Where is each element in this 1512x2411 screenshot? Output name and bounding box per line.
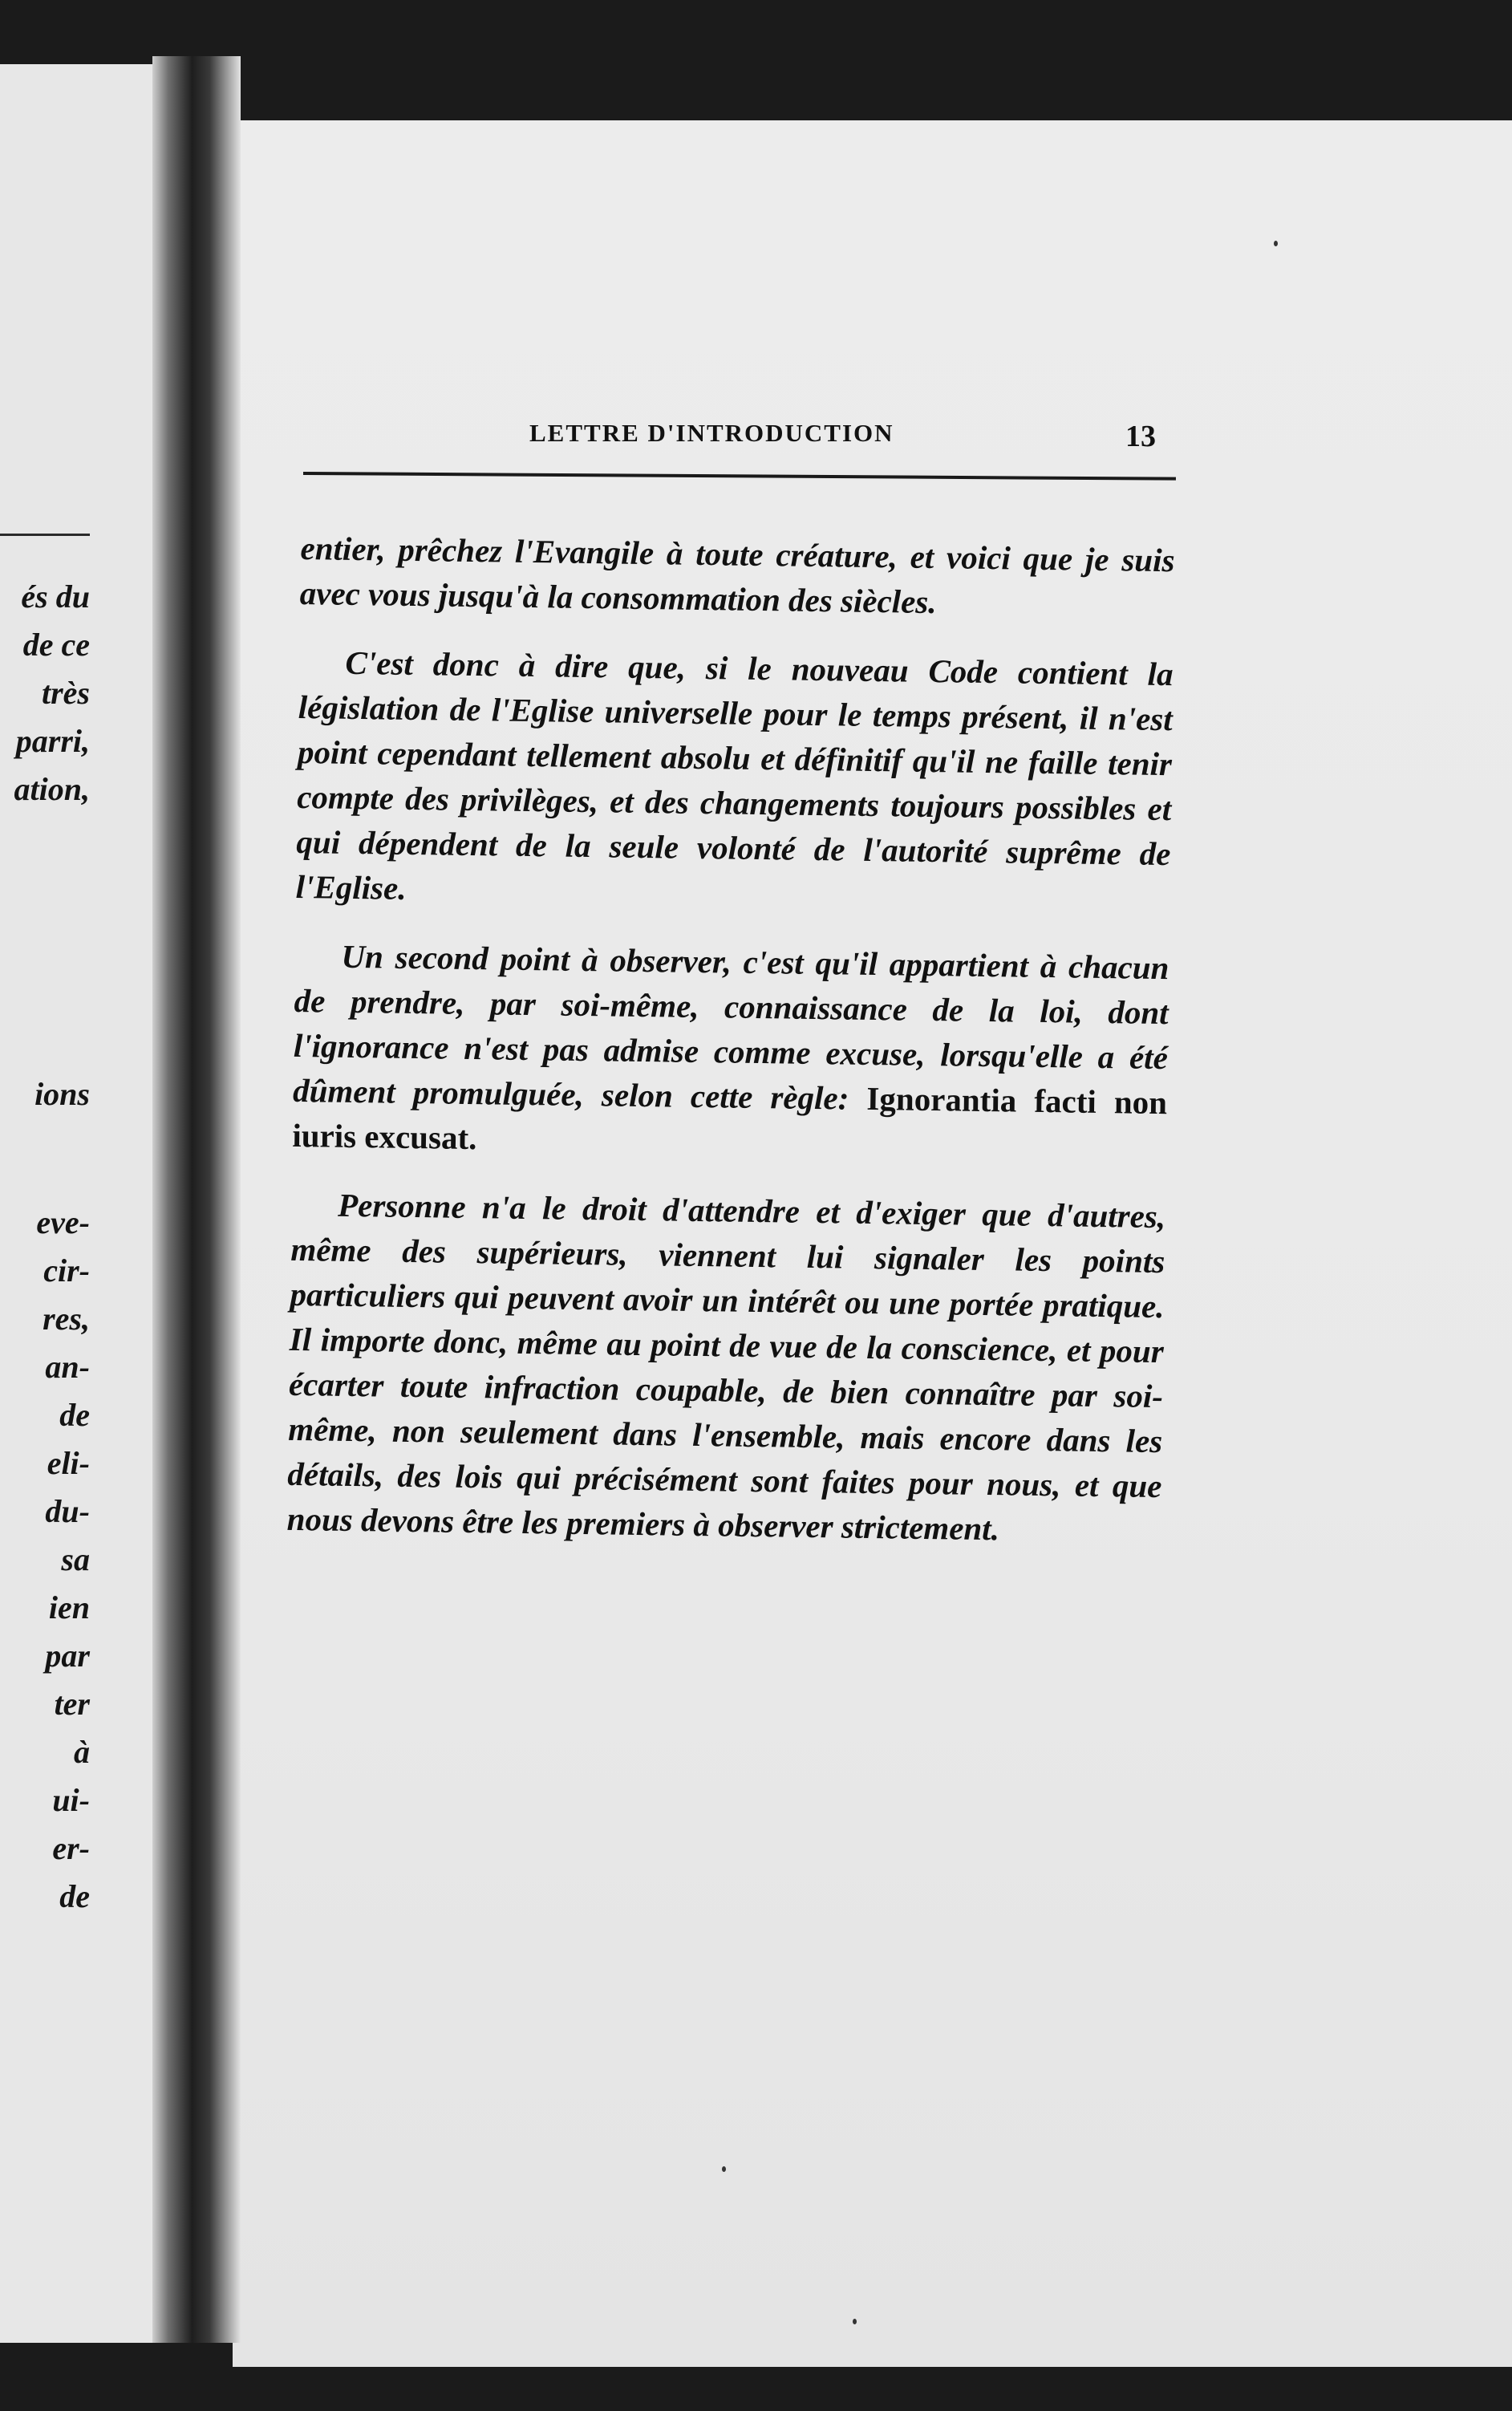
left-fragment: er-	[52, 1830, 90, 1866]
speck-mark	[722, 2166, 726, 2172]
left-fragment: très	[42, 675, 90, 711]
paragraph: C'est donc à dire que, si le nouveau Code contient la législation de l'Eglise universelle pour le temps présent, il n'est point cependant tellement absolu et définitif qu'il ne faille tenir compte des privilèges, et des changements toujours possibles et qui dépendent de la seule volonté de l'autorité suprême de l'Eglise.	[295, 643, 1174, 907]
book-gutter-shadow	[152, 56, 241, 2343]
left-fragment: de ce	[22, 627, 90, 663]
left-fragment: és du	[21, 578, 90, 615]
left-fragment: sa	[61, 1541, 90, 1577]
left-fragment: de	[59, 1878, 90, 1914]
paragraph: Un second point à observer, c'est qu'il appartient à chacun de prendre, par soi-même, connaissance de la loi, dont l'ignorance n'est pas admise comme excuse, lorsqu'elle a été dûment promulguée, selon cette règle: Ignorantia facti non iuris excusat.	[292, 937, 1169, 1157]
left-fragment: eve-	[36, 1204, 90, 1240]
left-fragment: ui-	[52, 1782, 90, 1818]
paragraph: Personne n'a le droit d'attendre et d'exiger que d'autres, même des supérieurs, viennent lui signaler les points particuliers qui peuvent avoir un intérêt ou une portée pratique. Il importe donc, même au point de vue de la conscience, et pour écarter toute infraction coupable, de bien connaître par soi-même, non seulement dans l'ensemble, mais encore dans les détails, des lois qui précisément sont faites pour nous, et que nous devons être les premiers à observer strictement.	[286, 1186, 1166, 1548]
speck-mark	[1274, 241, 1278, 246]
left-fragment: du-	[45, 1493, 90, 1529]
body-text	[286, 526, 1175, 1577]
left-page-rule	[0, 534, 90, 536]
running-head: LETTRE D'INTRODUCTION	[529, 419, 894, 447]
left-fragment: res,	[43, 1301, 90, 1337]
left-fragment: à	[74, 1734, 90, 1770]
left-fragment: eli-	[47, 1445, 90, 1481]
left-fragment: ation,	[14, 771, 90, 807]
left-fragment: de	[59, 1397, 90, 1433]
left-fragment: parri,	[15, 723, 90, 759]
paragraph: entier, prêchez l'Evangile à toute créature, et voici que je suis avec vous jusqu'à la consommation des siècles.	[299, 529, 1175, 621]
left-fragment: an-	[45, 1349, 90, 1385]
left-fragment: cir-	[43, 1252, 90, 1289]
speck-mark	[853, 2319, 857, 2324]
left-fragment: ien	[48, 1589, 90, 1626]
left-fragment: par	[45, 1638, 90, 1674]
left-fragment: ter	[54, 1686, 90, 1722]
left-fragment: ions	[34, 1076, 90, 1112]
latin-maxim: Ignorantia facti non iuris excusat.	[292, 1079, 1168, 1157]
page-number: 13	[1125, 420, 1156, 453]
